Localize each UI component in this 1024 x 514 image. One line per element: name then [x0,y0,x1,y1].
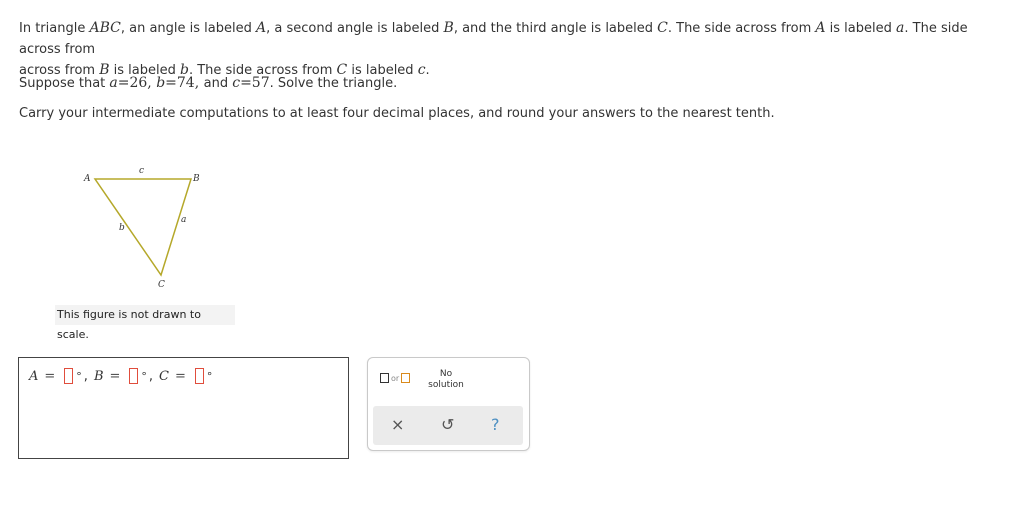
scale-note: This figure is not drawn to scale. [55,305,235,325]
side-label-b: b [119,223,125,233]
angle-A-input[interactable] [64,368,73,384]
tool-panel [367,357,530,451]
help-icon[interactable]: ? [491,415,500,434]
vertex-label-A: A [84,174,91,184]
or-button[interactable]: or [380,373,410,383]
vertex-label-B: B [193,174,200,184]
answer-line: A = ° , B = ° , C = ° [29,368,213,384]
triangle-name: ABC [89,20,121,36]
angle-B-input[interactable] [129,368,138,384]
no-solution-button[interactable]: No solution [428,369,464,390]
problem-statement: In triangle ABC, an angle is labeled A, a second angle is labeled B, and the third angle is labeled C. The side across from A is labeled a. The side across from across from B is labeled b. The side across from C is labeled c. [19,20,968,78]
angle-B-label: B [93,368,104,384]
given-values: Suppose that a=26, b=74, and c=57. Solve the triangle. [19,75,398,91]
undo-icon[interactable]: ↺ [441,415,455,434]
answer-box [18,357,349,459]
tool-bar [373,406,523,445]
box-icon [401,373,410,383]
clear-icon[interactable]: × [391,415,405,434]
angle-C-label: C [159,368,169,384]
angle-A-label: A [29,368,39,384]
triangle-shape [95,179,191,275]
box-icon [380,373,389,383]
angle-C-input[interactable] [195,368,204,384]
side-label-c: c [139,166,145,176]
instructions: Carry your intermediate computations to at least four decimal places, and round your answers to the nearest tenth. [19,106,775,121]
side-label-a: a [181,215,187,225]
vertex-label-C: C [158,280,165,290]
